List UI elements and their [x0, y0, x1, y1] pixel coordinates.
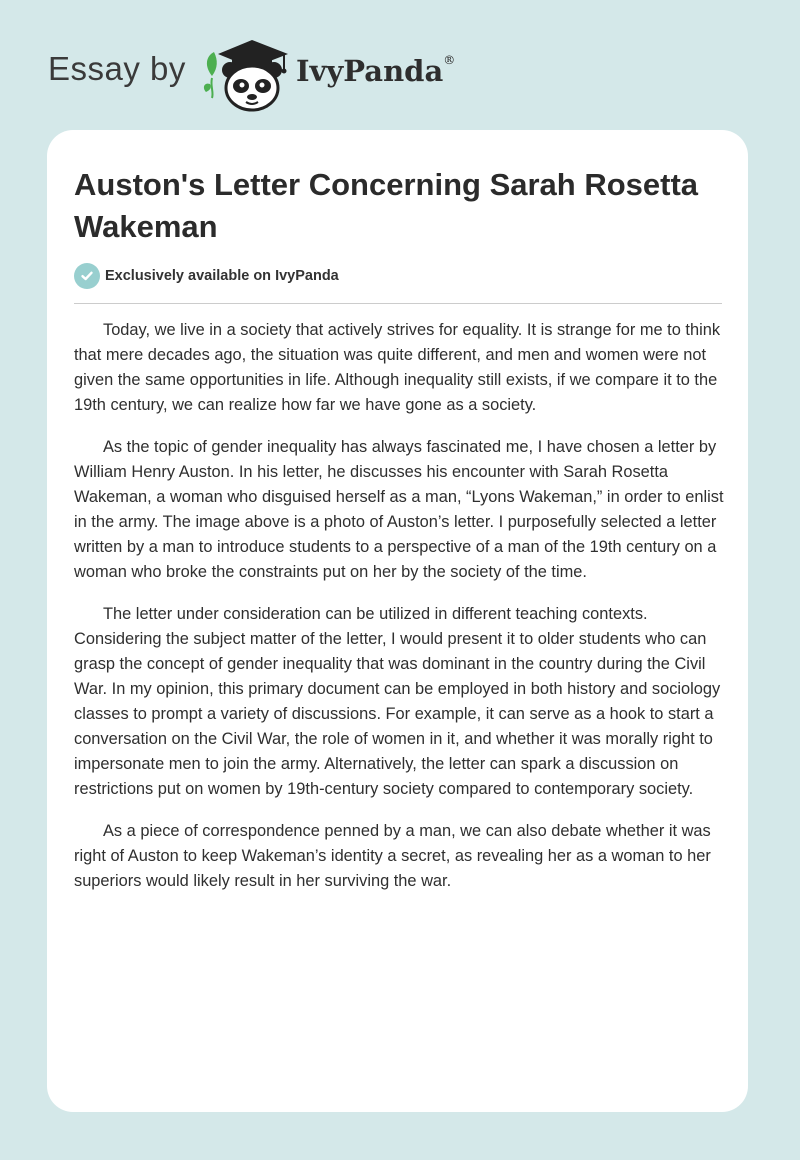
paragraph: The letter under consideration can be utilized in different teaching contexts. Considering the subject matter of the letter, I would present it to older students who can grasp the concept of gender inequality that was dominant in the country during the Civil War. In my opinion, this primary document can be employed in both history and sociology classes to prompt a variety of discussions. For example, it can serve as a hook to start a conversation on the Civil War, the role of women in it, and whether it was morally right to impersonate men to join the army. Alternatively, the letter can spark a discussion on restrictions put on women by 19th-century society compared to contemporary society. — [74, 605, 721, 798]
paragraph: Today, we live in a society that actively strives for equality. It is strange for me to think that mere decades ago, the situation was quite different, and men and women were not given the same opportunities in life. Although inequality still exists, if we compare it to the 19th century, we can realize how far we have gone as a society. — [74, 321, 721, 414]
divider — [74, 303, 722, 304]
essay-card — [47, 130, 748, 1112]
check-icon — [74, 263, 100, 289]
paragraph: As the topic of gender inequality has always fascinated me, I have chosen a letter by William Henry Auston. In his letter, he discusses his encounter with Sarah Rosetta Wakeman, a woman who disguised herself as a man, “Lyons Wakeman,” in order to enlist in the army. The image above is a photo of Auston’s letter. I purposefully selected a letter written by a man to introduce students to a perspective of a man of the 19th century on a woman who broke the constraints put on her by the society of the time. — [74, 438, 724, 581]
panda-logo-icon[interactable] — [200, 36, 296, 112]
paragraph: As a piece of correspondence penned by a man, we can also debate whether it was right of Auston to keep Wakeman’s identity a secret, as revealing her as a woman to her superiors would likely result in her surviving the war. — [74, 822, 711, 890]
exclusive-badge — [74, 262, 339, 290]
site-header — [0, 0, 800, 130]
registered-mark: ® — [443, 53, 456, 68]
essay-body — [74, 318, 728, 911]
badge-text: Exclusively available on IvyPanda — [105, 268, 339, 284]
brand-text: IvyPanda — [296, 54, 444, 88]
page-title: Auston's Letter Concerning Sarah Rosetta Wakeman — [74, 167, 699, 244]
leaf-icon — [207, 52, 217, 76]
brand-name[interactable] — [296, 54, 455, 88]
essay-by-label: Essay by — [48, 50, 186, 87]
